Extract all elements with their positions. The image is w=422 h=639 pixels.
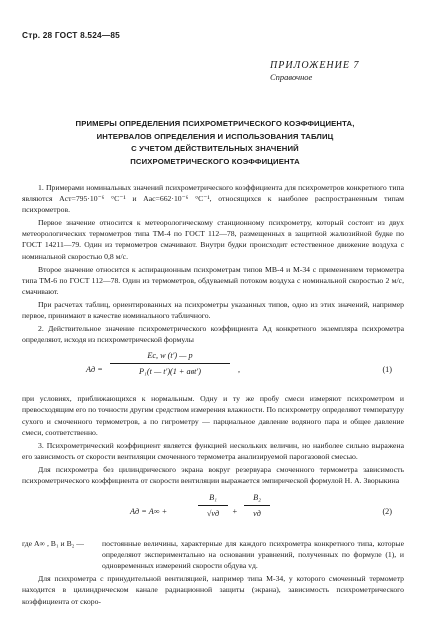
title-line-4: ПСИХРОМЕТРИЧЕСКОГО КОЭФФИЦИЕНТА [130, 156, 300, 166]
title-line-2: ИНТЕРВАЛОВ ОПРЕДЕЛЕНИЯ И ИСПОЛЬЗОВАНИЯ ТАБЛИЦ [96, 131, 334, 141]
formula-1 [22, 347, 404, 391]
paragraph-4: При расчетах таблиц, ориентированных на психрометры указанных типов, одно из этих значений, например первое, принимают в качестве номинального табличного. [22, 299, 404, 321]
paragraph-9-lead: где A∞ , B₁ и B₂ — [22, 539, 84, 549]
formula-2-fraction-1 [198, 492, 228, 519]
formula-2-plus: + [232, 507, 238, 517]
formula-1-lhs: Aд = [86, 365, 103, 375]
paragraph-1: 1. Примерами номинальных значений психрометрического коэффициента для психрометров конкретного типа являются Aст=795·10⁻⁶ °С⁻¹ и Aас=662·10⁻⁶ °С⁻¹, относящихся к наиболее распространенным типам психрометров. [22, 183, 404, 215]
paragraph-10: Для психрометра с принудительной вентиляцией, например типа М-34, у которого смоченный термометр находится в цилиндрическом канале радиационной защиты (экрана), зависимость психрометрического коэффициента от скоро- [22, 574, 404, 606]
formula-2-lhs: Aд = A∞ + [130, 507, 168, 517]
formula-1-number: (1) [382, 365, 392, 375]
formula-1-denominator: P₁(t — t′)(1 + aвt′) [139, 367, 201, 377]
paragraph-9-text: постоянные величины, характерные для каждого психрометра конкретного типа, которые определяют экспериментально на основании уравнений, полученных по формуле (1), и одновременных измерений скорости обдува vд. [102, 539, 404, 571]
formula-2-denominator-2: vд [253, 509, 261, 519]
formula-2-numerator-1: B₁ [198, 492, 228, 506]
section-title [40, 118, 390, 168]
formula-2-number: (2) [382, 507, 392, 517]
appendix-number: ПРИЛОЖЕНИЕ 7 [270, 60, 360, 71]
appendix-kind: Справочное [270, 72, 313, 82]
title-line-3: С УЧЕТОМ ДЕЙСТВИТЕЛЬНЫХ ЗНАЧЕНИЙ [131, 144, 299, 153]
formula-1-comma: , [238, 365, 241, 375]
formula-1-numerator: Eс, w (t′) — p [110, 350, 230, 364]
formula-2-fraction-2 [244, 492, 270, 519]
appendix-label [270, 60, 400, 82]
paragraph-3: Второе значение относится к аспирационным психрометрам типов МВ-4 и М-34 с применением термометра типа ТМ-6 по ГОСТ 112—78. Один из термометров, обдуваемый потоком воздуха с номинальной скоростью 2 м/с, смачивают. [22, 264, 404, 296]
body-text [22, 182, 404, 609]
formula-2-numerator-2: B₂ [244, 492, 270, 506]
paragraph-9 [22, 538, 404, 571]
formula-2-denominator-1: √vд [206, 509, 220, 519]
title-line-1: ПРИМЕРЫ ОПРЕДЕЛЕНИЯ ПСИХРОМЕТРИЧЕСКОГО КОЭФФИЦИЕНТА, [75, 119, 355, 128]
paragraph-6: при условиях, приближающихся к нормальным. Одну и ту же пробу смеси измеряют психрометром и превосходящим его по точности другим средством измерения влажности. По психрометру определяют температуру сухого и смоченного термометров, а по гигрометру — парциальное давление водяного пара и общее давление смеси, соответственно. [22, 394, 404, 437]
page-header: Стр. 28 ГОСТ 8.524—85 [22, 30, 120, 40]
paragraph-7: 3. Психрометрический коэффициент является функцией нескольких величин, но наиболее сильно выражена его зависимость от скорости вентиляции смоченного термометра анализируемой парогазовой смесью. [22, 440, 404, 461]
paragraph-5: 2. Действительное значение психрометрического коэффициента Aд конкретного экземпляра психрометра определяют, исходя из психрометрической формулы [22, 324, 404, 345]
formula-1-fraction [110, 350, 230, 377]
formula-2 [22, 488, 404, 536]
paragraph-8: Для психрометра без цилиндрического экрана вокруг резервуара смоченного термометра зависимость психрометрического коэффициента от скорости вентиляции выражается эмпирической формулой Н. А. Зворыкина [22, 464, 404, 485]
paragraph-2: Первое значение относится к метеорологическому станционному психрометру, который состоит из двух метеорологических термометров типа ТМ-4 по ГОСТ 112—78, размещенных в защитной жалюзийной будке по ГОСТ 14211—79. Один из термометров смачивают. Внутри будки происходит естественное движение воздуха с номинальной скоростью 0,8 м/с. [22, 218, 404, 261]
